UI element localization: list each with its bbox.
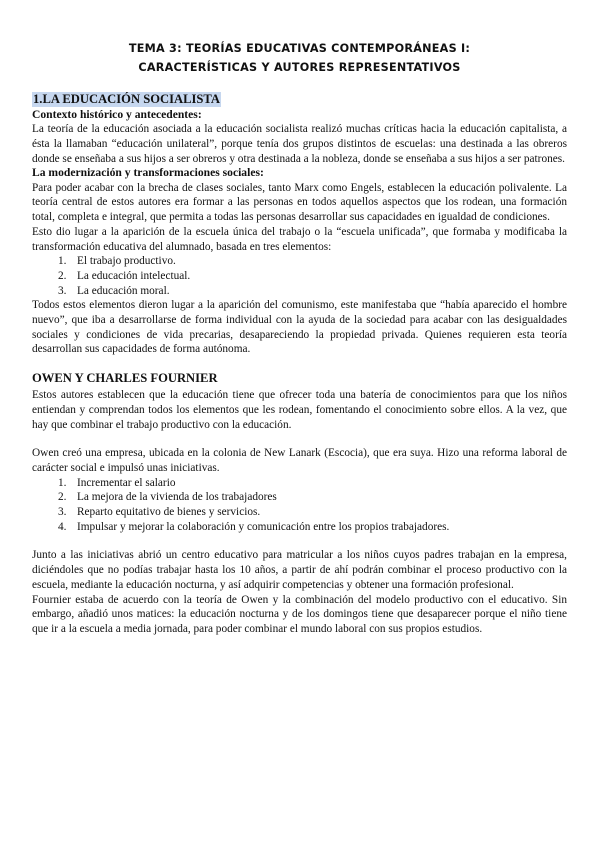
list-item <box>58 490 567 505</box>
list-number: 2. <box>58 491 67 504</box>
paragraph: Estos autores establecen que la educación tiene que ofrecer toda una batería de conocimientos para que los niños entiendan y comprendan todos los elementos que les rodean, fomentando el conocimiento sobre ellos. A la vez, que hay que combinar el trabajo productivo con la educación. <box>32 389 567 431</box>
list-item <box>58 284 567 299</box>
list-item-text: Incrementar el salario <box>77 476 176 489</box>
initiatives-list <box>32 476 567 535</box>
section-heading-owen-fournier: OWEN Y CHARLES FOURNIER <box>32 371 218 386</box>
list-number: 1. <box>58 255 67 268</box>
title-line-2: CARACTERÍSTICAS Y AUTORES REPRESENTATIVOS <box>138 60 461 74</box>
list-item-text: La educación intelectual. <box>77 269 191 282</box>
list-number: 2. <box>58 269 67 282</box>
elements-list <box>32 254 567 298</box>
list-number: 3. <box>58 284 67 297</box>
subheading-modernization: La modernización y transformaciones sociales: <box>32 166 264 180</box>
title-line-1: TEMA 3: TEORÍAS EDUCATIVAS CONTEMPORÁNEAS I: <box>128 42 471 55</box>
paragraph: Junto a las iniciativas abrió un centro educativo para matricular a los niños cuyos padres trabajan en la empresa, diciéndoles que no podías trabajar hasta los 10 años, a partir de ahí podrán combinar el proceso productivo con la escuela, mediante la educación nocturna, y así adquirir competencias y obtener una formación profesional. <box>32 549 567 591</box>
list-item-text: La educación moral. <box>77 284 170 297</box>
paragraph: Todos estos elementos dieron lugar a la aparición del comunismo, este manifestaba que “había aparecido el hombre nuevo”, que iba a desarrollarse de forma individual con la ayuda de la sociedad para acabar con las desigualdades sociales y condiciones de vida precarias, desapareciendo la propiedad privada. Quienes requieren esta teoría desarrollan sus capacidades de forma autónoma. <box>32 299 567 356</box>
list-item-text: La mejora de la vivienda de los trabajadores <box>77 491 277 504</box>
section-heading-socialist-education: 1.LA EDUCACIÓN SOCIALISTA <box>33 92 220 106</box>
list-item <box>58 269 567 284</box>
list-item <box>58 520 567 535</box>
document-title <box>32 40 567 77</box>
paragraph: Owen creó una empresa, ubicada en la colonia de New Lanark (Escocia), que era suya. Hizo una reforma laboral de carácter social e impulsó unas iniciativas. <box>32 447 567 474</box>
paragraph: Para poder acabar con la brecha de clases sociales, tanto Marx como Engels, establecen la educación polivalente. La teoría central de estos autores era formar a las personas en todos aquellos aspectos que los rodean, una formación total, completa e integral, que permita a todas las personas desarrollar sus capacidades en igualdad de condiciones. <box>32 181 567 224</box>
list-item-text: Reparto equitativo de bienes y servicios. <box>77 506 261 519</box>
list-item <box>58 476 567 491</box>
subheading-historical-context: Contexto histórico y antecedentes: <box>32 108 202 121</box>
paragraph: La teoría de la educación asociada a la educación socialista realizó muchas críticas hacia la educación capitalista, a ésta la llamaban “educación unilateral”, porque tenía dos grupos distintos de escuelas: una destinada a las obreros donde se enseñaba a sus hijos a ser obreros y otra destinada a la nobleza, donde se enseñaba a sus hijos a ser patrones. <box>32 123 567 165</box>
paragraph: Fournier estaba de acuerdo con la teoría de Owen y la combinación del modelo productivo con el educativo. Sin embargo, añadió unos matices: la educación nocturna y de los domingos tiene que desaparecer porque el niño tiene que ir a la escuela a media jornada, para poder combinar el mundo laboral con sus propios estudios. <box>32 593 567 635</box>
list-item <box>58 505 567 520</box>
list-item-text: Impulsar y mejorar la colaboración y comunicación entre los propios trabajadores. <box>77 520 450 533</box>
paragraph: Esto dio lugar a la aparición de la escuela única del trabajo o la “escuela unificada”, que formaba y modificaba la transformación educativa del alumnado, basada en tres elementos: <box>32 225 567 253</box>
list-item <box>58 254 567 269</box>
list-number: 4. <box>58 520 67 533</box>
list-number: 1. <box>58 476 67 489</box>
list-number: 3. <box>58 506 67 519</box>
list-item-text: El trabajo productivo. <box>77 255 176 268</box>
